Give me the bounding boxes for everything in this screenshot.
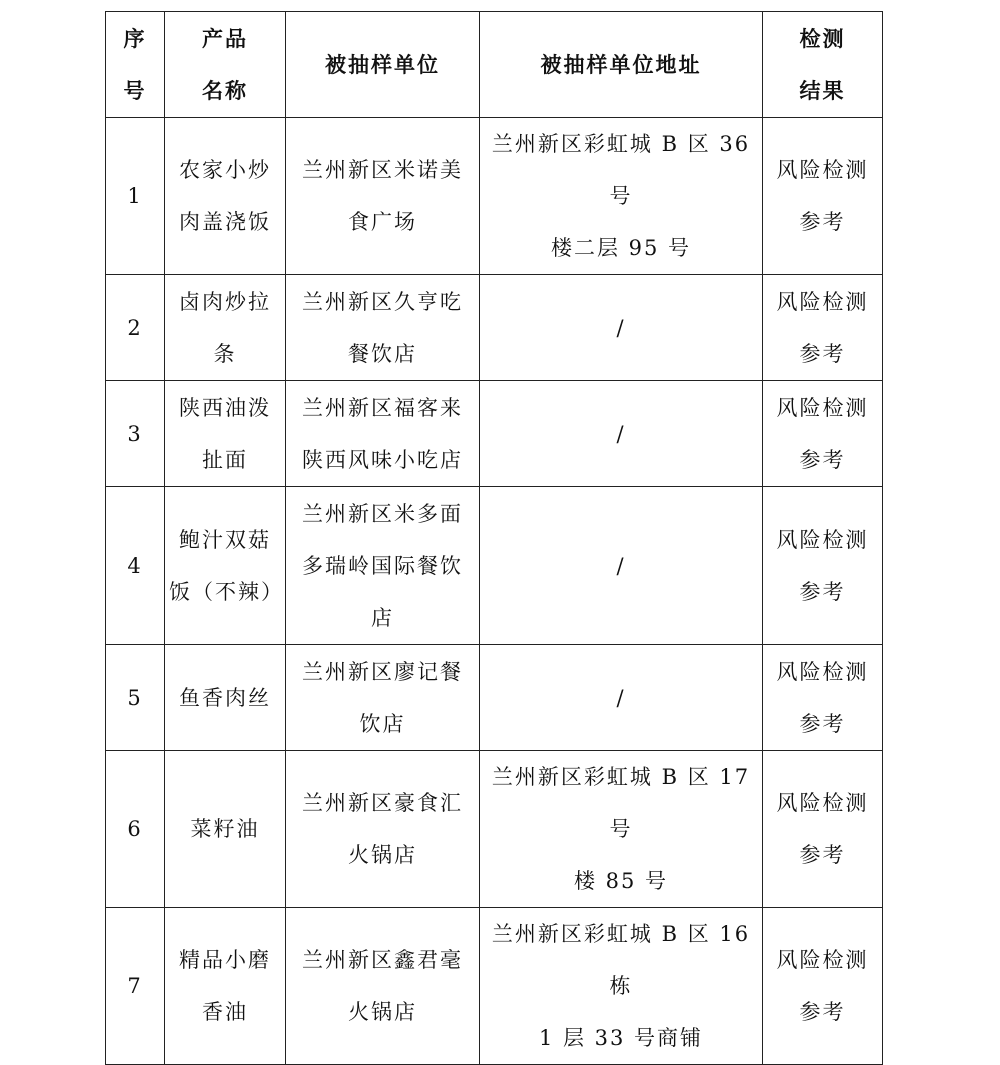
cell-result: 风险检测 参考	[763, 645, 883, 751]
table-row	[106, 908, 883, 1065]
cell-address: /	[480, 645, 763, 751]
cell-unit: 兰州新区米诺美 食广场	[286, 118, 480, 275]
table-header-row	[106, 12, 883, 118]
cell-product: 鲍汁双菇 饭（不辣）	[165, 487, 286, 645]
cell-address: 兰州新区彩虹城 B 区 16 栋 1 层 33 号商铺	[480, 908, 763, 1065]
cell-result: 风险检测 参考	[763, 381, 883, 487]
cell-product: 农家小炒 肉盖浇饭	[165, 118, 286, 275]
cell-unit: 兰州新区豪食汇 火锅店	[286, 751, 480, 908]
table-row	[106, 645, 883, 751]
cell-result: 风险检测 参考	[763, 908, 883, 1065]
cell-index: 2	[106, 275, 165, 381]
header-product-name: 产品 名称	[165, 12, 286, 118]
cell-unit: 兰州新区廖记餐 饮店	[286, 645, 480, 751]
cell-address: 兰州新区彩虹城 B 区 36 号 楼二层 95 号	[480, 118, 763, 275]
cell-address: /	[480, 381, 763, 487]
cell-index: 4	[106, 487, 165, 645]
cell-result: 风险检测 参考	[763, 487, 883, 645]
header-index: 序 号	[106, 12, 165, 118]
header-test-result: 检测 结果	[763, 12, 883, 118]
cell-result: 风险检测 参考	[763, 118, 883, 275]
cell-product: 陕西油泼 扯面	[165, 381, 286, 487]
table-row	[106, 751, 883, 908]
cell-unit: 兰州新区米多面 多瑞岭国际餐饮 店	[286, 487, 480, 645]
header-sampled-unit: 被抽样单位	[286, 12, 480, 118]
cell-address: /	[480, 275, 763, 381]
cell-index: 7	[106, 908, 165, 1065]
cell-address: /	[480, 487, 763, 645]
cell-result: 风险检测 参考	[763, 751, 883, 908]
cell-index: 5	[106, 645, 165, 751]
sampling-results-table	[105, 11, 883, 1065]
cell-result: 风险检测 参考	[763, 275, 883, 381]
cell-product: 卤肉炒拉 条	[165, 275, 286, 381]
header-unit-address: 被抽样单位地址	[480, 12, 763, 118]
table-row	[106, 487, 883, 645]
cell-unit: 兰州新区福客来 陕西风味小吃店	[286, 381, 480, 487]
cell-unit: 兰州新区久亨吃 餐饮店	[286, 275, 480, 381]
table-row	[106, 118, 883, 275]
cell-address: 兰州新区彩虹城 B 区 17 号 楼 85 号	[480, 751, 763, 908]
table-row	[106, 275, 883, 381]
cell-product: 精品小磨 香油	[165, 908, 286, 1065]
table-row	[106, 381, 883, 487]
cell-index: 6	[106, 751, 165, 908]
cell-index: 1	[106, 118, 165, 275]
cell-product: 鱼香肉丝	[165, 645, 286, 751]
cell-unit: 兰州新区鑫君毫 火锅店	[286, 908, 480, 1065]
cell-product: 菜籽油	[165, 751, 286, 908]
cell-index: 3	[106, 381, 165, 487]
